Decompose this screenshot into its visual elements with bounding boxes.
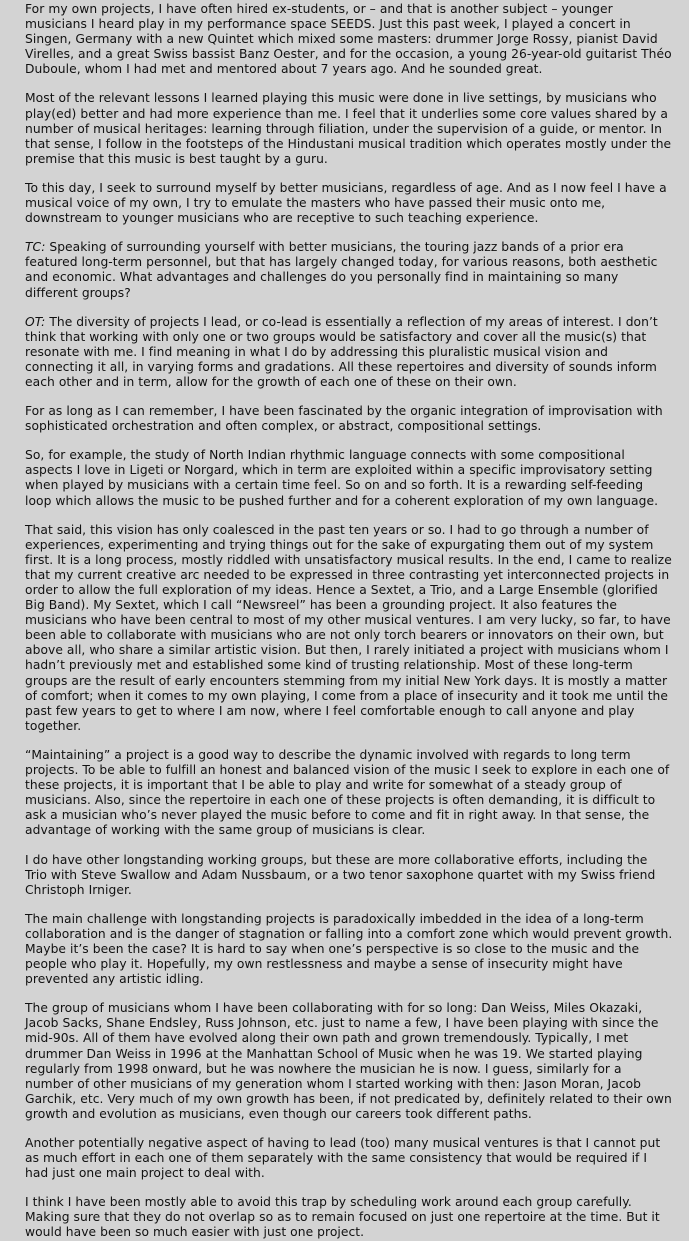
paragraph: I do have other longstanding working groups, but these are more collaborative efforts, including the Trio with Steve Swallow and Adam Nussbaum, or a two tenor saxophone quartet with my Swiss friend Christoph Irniger. [25, 852, 656, 897]
paragraph: I think I have been mostly able to avoid this trap by scheduling work around each group carefully. Making sure that they do not overlap so as to remain focused on just one repertoire at the time. But it would have been so much easier with just one project. [25, 1195, 660, 1240]
question-text: Speaking of surrounding yourself with better musicians, the touring jazz bands of a prior era featured long-term personnel, but that has largely changed today, for various reasons, both aesthetic and economic. What advantages and challenges do you personally find in maintaining so many different groups? [25, 240, 658, 300]
paragraph: For my own projects, I have often hired ex-students, or – and that is another subject – younger musicians I heard play in my performance space SEEDS. Just this past week, I played a concert in Singen, Germany with a new Quintet which mixed some masters: drummer Jorge Rossy, pianist David Virelles, and a great Swiss bassist Banz Oester, and for the occasion, a young 26-year-old guitarist Théo Duboule, whom I had met and mentored about 7 years ago. And he sounded great. [25, 2, 672, 77]
paragraph: The main challenge with longstanding projects is paradoxically imbedded in the idea of a long-term collaboration and is the danger of stagnation or falling into a comfort zone which would prevent growth. Maybe it’s been the case? It is hard to say when one’s perspective is so close to the music and the people who play it. Hopefully, my own restlessness and maybe a sense of insecurity might have prevented any artistic idling. [25, 911, 673, 987]
paragraph: “Maintaining” a project is a good way to describe the dynamic involved with regards to long term projects. To be able to fulfill an honest and balanced vision of the music I seek to explore in each one of these projects, it is important that I be able to play and write for somewhat of a steady group of musicians. Also, since the repertoire in each one of these projects is often demanding, it is difficult to ask a musician who’s never played the music before to come and fit in right away. In that sense, the advantage of working with the same group of musicians is clear. [25, 747, 670, 838]
paragraph: Most of the relevant lessons I learned playing this music were done in live settings, by musicians who play(ed) better and had more experience than me. I feel that it underlies some core values shared by a number of musical heritages: learning through filiation, under the supervision of a guide, or mentor. In that sense, I follow in the footsteps of the Hindustani musical tradition which operates mostly under the premise that this music is best taught by a guru. [25, 91, 672, 166]
paragraph: For as long as I can remember, I have been fascinated by the organic integration of improvisation with sophisticated orchestration and often complex, or abstract, compositional settings. [25, 404, 663, 434]
paragraph: The group of musicians whom I have been collaborating with for so long: Dan Weiss, Miles Okazaki, Jacob Sacks, Shane Endsley, Russ Johnson, etc. just to name a few, I have been playing with since the mid-90s. All of them have evolved along their own path and grown tremendously. Typically, I met drummer Dan Weiss in 1996 at the Manhattan School of Music when he was 19. We started playing regularly from 1998 onward, but he was nowhere the musician he is now. I guess, similarly for a number of other musicians of my generation whom I started working with then: Jason Moran, Jacob Garchik, etc. Very much of my own growth has been, if not predicated by, definitely related to their own growth and evolution as musicians, even though our careers took different paths. [25, 1001, 672, 1121]
paragraph: So, for example, the study of North Indian rhythmic language connects with some compositional aspects I love in Ligeti or Norgard, which in term are exploited within a specific improvisatory setting when played by musicians with a certain time feel. So on and so forth. It is a rewarding self-feeding loop which allows the music to be pushed further and for a coherent exploration of my own language. [25, 448, 659, 508]
paragraph: To this day, I seek to surround myself by better musicians, regardless of age. And as I now feel I have a musical voice of my own, I try to emulate the masters who have passed their music onto me, downstream to younger musicians who are receptive to such teaching experience. [25, 180, 667, 226]
paragraph: That said, this vision has only coalesced in the past ten years or so. I had to go through a number of experiences, experimenting and trying things out for the sake of expurgating them out of my system first. It is a long process, mostly riddled with unsatisfactory musical results. In the end, I came to realize that my current creative arc needed to be expressed in three contrasting yet interconnected projects in order to allow the full exploration of my ideas. Hence a Sextet, a Trio, and a Large Ensemble (glorified Big Band). My Sextet, which I call “Newsreel” has been a grounding project. It also features the musicians who have been central to most of my other musical ventures. I am very lucky, so far, to have been able to collaborate with musicians who are not only torch bearers or innovators on their own, but above all, who share a similar artistic vision. But then, I rarely initiated a project with musicians whom I hadn’t previously met and established some kind of trusting relationship. Most of these long-term groups are the result of early encounters stemming from my initial New York days. It is mostly a matter of comfort; when it comes to my own playing, I come from a place of insecurity and it took me until the past few years to get to where I am now, where I feel comfortable enough to call anyone and play together. [25, 522, 672, 733]
interview-answer [25, 315, 673, 390]
interview-question [25, 240, 673, 300]
answer-text: The diversity of projects I lead, or co-lead is essentially a reflection of my areas of interest. I don’t think that working with only one or two groups would be satisfactory and cover all the music(s) that resonate with me. I find meaning in what I do by addressing this pluralistic musical vision and connecting it all, in varying forms and gradations. All these repertoires and diversity of sounds inform each other and in term, allow for the growth of each one of these on their own. [25, 314, 658, 389]
speaker-label: OT: [25, 314, 46, 329]
paragraph: Another potentially negative aspect of having to lead (too) many musical ventures is that I cannot put as much effort in each one of them separately with the same consistency that would be required if I had just one main project to deal with. [25, 1136, 661, 1181]
speaker-label: TC: [25, 240, 46, 255]
